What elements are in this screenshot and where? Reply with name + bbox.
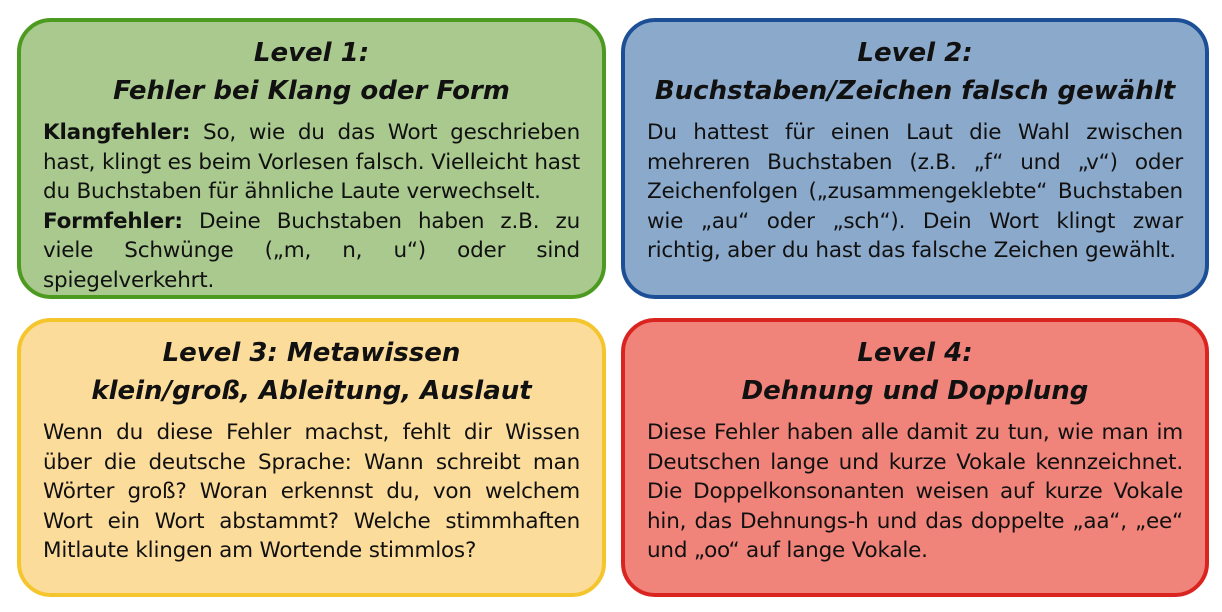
card-heading: Dehnung und Dopplung: [741, 376, 1089, 406]
card-heading: Buchstaben/Zeichen falsch gewählt: [654, 76, 1176, 106]
card-level-title: Level 2:: [857, 38, 973, 68]
card-heading: Fehler bei Klang oder Form: [113, 76, 510, 106]
text-formfehler: Deine Buchstaben haben z.B. zu viele Schwünge („m, n, u“) oder sind spiegelverkehrt.: [43, 208, 580, 293]
card-body: [43, 118, 580, 295]
card-paragraph-klangfehler: [43, 118, 580, 207]
card-body: Diese Fehler haben alle damit zu tun, wie man im Deutschen lange und kurze Vokale kennzeichnet. Die Doppelkonsonanten weisen auf kurze Vokale hin, das Dehnungs-h und das doppelte „aa“, „ee“ und „oo“ auf lange Vokale.: [647, 420, 1183, 563]
card-heading: klein/groß, Ableitung, Auslaut: [91, 376, 532, 406]
card-level-4: [621, 318, 1209, 597]
card-level-title: Level 1:: [253, 38, 370, 68]
term-formfehler: Formfehler:: [43, 208, 183, 234]
card-level-title: Level 4:: [857, 338, 973, 368]
text-klangfehler: So, wie du das Wort geschrieben hast, klingt es beim Vorlesen falsch. Vielleicht hast du Buchstaben für ähnliche Laute verwechselt.: [43, 120, 580, 204]
card-body: Wenn du diese Fehler machst, fehlt dir Wissen über die deutsche Sprache: Wann schreibt man Wörter groß? Woran erkennst du, von welchem Wort ein Wort abstammt? Welche stimmhaften Mitlaute klingen am Wortende stimmlos?: [43, 420, 580, 563]
card-level-3: [17, 318, 606, 597]
card-body: Du hattest für einen Laut die Wahl zwischen mehreren Buchstaben (z.B. „f“ und „v“) oder Zeichenfolgen („zusammengeklebte“ Buchstaben wie „au“ oder „sch“). Dein Wort klingt zwar richtig, aber du hast das falsche Zeichen gewählt.: [647, 120, 1183, 263]
card-level-1: [17, 18, 606, 299]
card-level-title: Level 3: Metawissen: [162, 338, 461, 368]
card-level-2: [621, 18, 1209, 299]
term-klangfehler: Klangfehler:: [43, 120, 191, 145]
card-paragraph-formfehler: [43, 207, 580, 296]
